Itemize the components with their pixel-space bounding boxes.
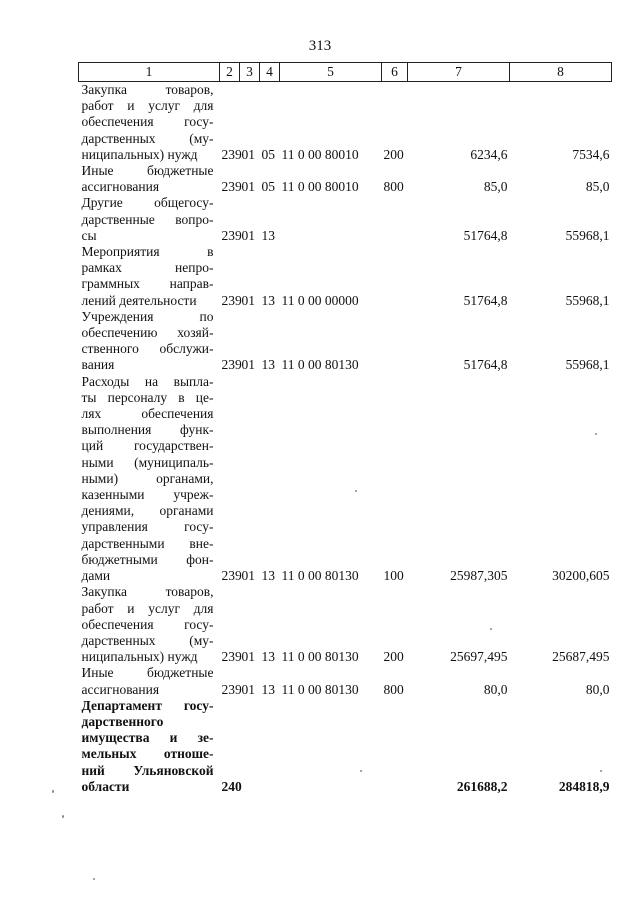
row-cell-c3: 01 [241, 292, 255, 308]
table-row [79, 374, 612, 585]
row-cell-c4: 13 [261, 649, 275, 665]
row-cell-c2: 239 [221, 357, 242, 373]
table-row [79, 195, 612, 244]
row-cell-c8: 80,0 [585, 681, 610, 697]
row-cell-c5: 11 0 00 80130 [281, 357, 359, 373]
row-cell-c8: 25687,495 [552, 649, 610, 665]
row-name-line: Другие общегосу- [81, 195, 214, 211]
row-cell-c8: 30200,605 [552, 568, 610, 584]
row-cell-c7: 51764,8 [463, 227, 508, 243]
row-cell-c8: 55968,1 [565, 357, 610, 373]
scan-speck [62, 815, 64, 818]
row-cell-c4: 05 [261, 179, 275, 195]
row-name-line: дами [81, 568, 111, 584]
row-name-line: управления госу- [81, 519, 214, 535]
row-cell-c3: 01 [241, 357, 255, 373]
header-cell-5: 5 [280, 63, 382, 82]
row-cell-c4: 05 [261, 146, 275, 162]
row-cell-c8: 7534,6 [572, 146, 610, 162]
row-cell-c7: 6234,6 [470, 146, 508, 162]
header-cell-3: 3 [240, 63, 260, 82]
table-body [79, 82, 612, 795]
row-cell-c7: 51764,8 [463, 292, 508, 308]
row-cell-c4: 13 [261, 568, 275, 584]
row-cell-c5: 11 0 00 00000 [281, 292, 359, 308]
header-row [79, 63, 612, 82]
row-cell-c2: 239 [221, 681, 242, 697]
row-name-line: дениями, органами [81, 503, 214, 519]
row-name-line: рамках непро- [81, 260, 214, 276]
row-name-cell [79, 163, 220, 195]
row-cell-c2: 239 [221, 568, 242, 584]
row-name-line: бюджетными фон- [81, 551, 214, 567]
row-name-line: Закупка товаров, [81, 584, 214, 600]
header-cell-8: 8 [510, 63, 612, 82]
row-name-line: ниципальных) нужд [81, 146, 198, 162]
row-cell-c8: 55968,1 [565, 292, 610, 308]
row-cell-c7: 85,0 [483, 179, 508, 195]
header-cell-1: 1 [79, 63, 220, 82]
row-name-line: ний Ульяновской [81, 762, 214, 778]
row-name-line: Мероприятия в [81, 244, 214, 260]
row-cell-c4: 13 [261, 227, 275, 243]
row-name-line: ций государствен- [81, 438, 214, 454]
row-name-line: работ и услуг для [81, 600, 214, 616]
row-cell-c3: 01 [241, 568, 255, 584]
row-name-cell [79, 665, 220, 697]
row-name-line: ниципальных) нужд [81, 649, 198, 665]
scan-speck [93, 878, 95, 880]
row-cell-c6: 800 [383, 179, 404, 195]
row-cell-c5 [280, 195, 382, 244]
row-cell-c3: 01 [241, 649, 255, 665]
row-name-line: дарственными вне- [81, 535, 214, 551]
table-row [79, 698, 612, 795]
row-cell-c7: 80,0 [483, 681, 508, 697]
table-row [79, 584, 612, 665]
scan-speck [490, 628, 492, 630]
row-name-line: Расходы на выпла- [81, 373, 214, 389]
row-name-cell [79, 244, 220, 309]
row-cell-c6 [382, 309, 408, 374]
row-name-line: обеспечению хозяй- [81, 325, 214, 341]
header-cell-6: 6 [382, 63, 408, 82]
row-name-line: ты персоналу в це- [81, 389, 214, 405]
row-cell-c2: 240 [221, 778, 242, 794]
row-name-cell [79, 195, 220, 244]
row-cell-c7: 25697,495 [450, 649, 508, 665]
page-number: 313 [308, 38, 332, 54]
row-cell-c3 [240, 698, 260, 795]
row-name-line: лях обеспечения [81, 406, 214, 422]
row-name-line: области [81, 778, 130, 794]
row-cell-c3: 01 [241, 227, 255, 243]
row-name-line: Департамент госу- [81, 697, 214, 713]
row-name-line: граммных направ- [81, 276, 214, 292]
row-cell-c3: 01 [241, 681, 255, 697]
scan-speck [355, 490, 357, 492]
header-cell-2: 2 [220, 63, 240, 82]
row-name-line: дарственных (му- [81, 632, 214, 648]
row-name-line: дарственного [81, 713, 164, 729]
row-cell-c4 [260, 698, 280, 795]
row-cell-c5: 11 0 00 80010 [281, 179, 359, 195]
row-cell-c5: 11 0 00 80130 [281, 649, 359, 665]
row-name-line: дарственные вопро- [81, 211, 214, 227]
row-name-line: обеспечения госу- [81, 114, 214, 130]
scan-speck [595, 433, 597, 435]
row-name-cell [79, 82, 220, 164]
row-cell-c8: 284818,9 [558, 778, 610, 794]
table-row [79, 244, 612, 309]
scan-speck [360, 770, 362, 772]
row-cell-c6: 200 [383, 649, 404, 665]
row-cell-c5 [280, 698, 382, 795]
row-cell-c2: 239 [221, 292, 242, 308]
row-cell-c4: 13 [261, 681, 275, 697]
scan-speck [52, 790, 54, 793]
row-cell-c5: 11 0 00 80130 [281, 681, 359, 697]
row-name-line: выполнения функ- [81, 422, 214, 438]
header-cell-4: 4 [260, 63, 280, 82]
row-name-line: вания [81, 357, 115, 373]
row-cell-c7: 25987,305 [450, 568, 508, 584]
row-cell-c6: 100 [383, 568, 404, 584]
row-cell-c6 [382, 244, 408, 309]
scan-speck [600, 770, 602, 772]
row-name-cell [79, 309, 220, 374]
row-name-line: ассигнования [81, 179, 160, 195]
row-name-line: имущества и зе- [81, 730, 214, 746]
table-row [79, 163, 612, 195]
row-cell-c5: 11 0 00 80010 [281, 146, 359, 162]
row-cell-c2: 239 [221, 146, 242, 162]
row-name-cell [79, 584, 220, 665]
row-name-line: сы [81, 227, 97, 243]
row-cell-c4: 13 [261, 357, 275, 373]
row-name-line: обеспечения госу- [81, 616, 214, 632]
row-name-line: дарственных (му- [81, 130, 214, 146]
row-cell-c7: 261688,2 [456, 778, 508, 794]
row-cell-c6 [382, 195, 408, 244]
row-cell-c3: 01 [241, 179, 255, 195]
row-name-line: ными (муниципаль- [81, 454, 214, 470]
row-name-line: ными) органами, [81, 470, 214, 486]
row-cell-c5: 11 0 00 80130 [281, 568, 359, 584]
budget-table [78, 62, 612, 795]
row-cell-c7: 51764,8 [463, 357, 508, 373]
row-name-line: Иные бюджетные [81, 665, 214, 681]
row-name-line: Закупка товаров, [81, 82, 214, 97]
row-cell-c2: 239 [221, 179, 242, 195]
row-name-line: Иные бюджетные [81, 163, 214, 179]
row-cell-c8: 55968,1 [565, 227, 610, 243]
row-name-cell [79, 374, 220, 585]
row-cell-c3: 01 [241, 146, 255, 162]
row-name-line: ственного обслужи- [81, 341, 214, 357]
row-name-line: Учреждения по [81, 308, 214, 324]
row-cell-c2: 239 [221, 649, 242, 665]
row-cell-c4: 13 [261, 292, 275, 308]
row-cell-c6: 200 [383, 146, 404, 162]
row-cell-c6 [382, 698, 408, 795]
header-cell-7: 7 [408, 63, 510, 82]
table-row [79, 82, 612, 164]
row-cell-c8: 85,0 [585, 179, 610, 195]
row-name-line: работ и услуг для [81, 98, 214, 114]
table-row [79, 665, 612, 697]
row-cell-c6: 800 [383, 681, 404, 697]
row-name-cell [79, 698, 220, 795]
row-name-line: казенными учреж- [81, 487, 214, 503]
row-name-line: ассигнования [81, 681, 160, 697]
row-name-line: лений деятельности [81, 292, 197, 308]
row-name-line: мельных отноше- [81, 746, 214, 762]
row-cell-c2: 239 [221, 227, 242, 243]
table-row [79, 309, 612, 374]
